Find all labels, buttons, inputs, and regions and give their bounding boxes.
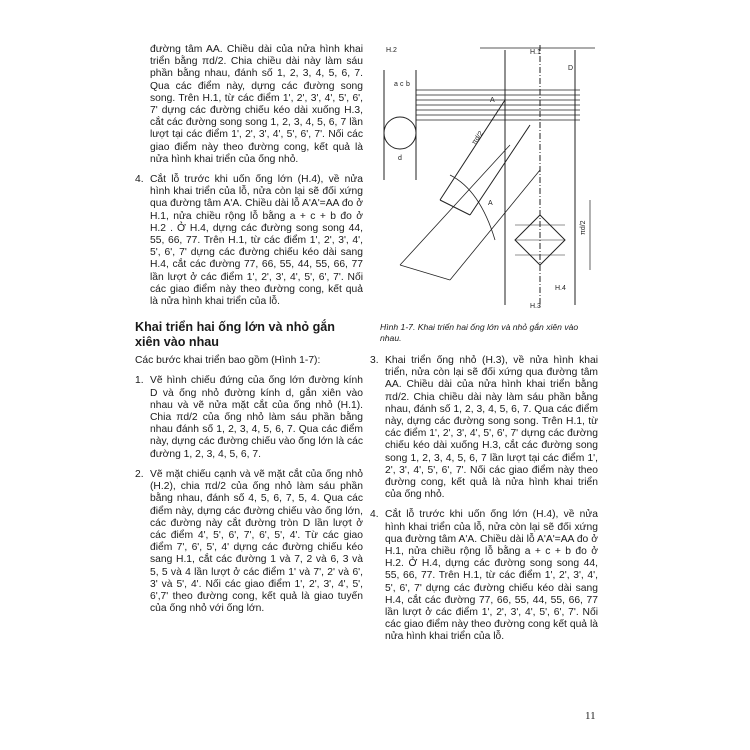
list-item-3 [370,355,598,501]
list-number: 2. [135,468,144,480]
label-h3: H.3 [530,303,541,310]
list-item-4-right [370,509,598,643]
right-column [370,355,598,644]
list-item-text: Cắt lỗ trước khi uốn ống lớn (H.4), về nửa hình khai triển của lỗ, nửa còn lại sẽ đối xứng qua đường tâm A'A. Chiều dài lỗ A'A'=AA đo ở H.1, nửa chiều rộng lỗ bằng a + c + b đo ở H.2 . Ở H.4, dựng các đường song song 44, 55, 66, 77. Trên H.1, từ các điểm 1', 2', 3', 4', 5', 6', 7' dựng các đường chiếu kéo dài sang H.4, cắt các đường 77, 66, 55, 44, 55, 66, 77 lần lượt ở các điểm 1', 2', 3', 4', 5', 6', 7'. Nối các giao điểm này theo đường cong, kết quả là nửa hình khai triển của lỗ. [150,174,363,308]
inclined-pipe [440,100,530,215]
list-item-text: Vẽ mặt chiếu cạnh và vẽ mặt cắt của ống nhỏ (H.2), chia πd/2 của ống nhỏ làm sáu phần bằng nhau, đánh số 4, 5, 6, 7, 5, 4. Qua các điểm này, dựng các đường chiếu vào ống lớn, các đường này cắt đường tròn D lần lượt ở các điểm 4', 5', 6', 7', 6', 5', 4'. Từ các giao điểm 7', 6', 5', 4' dựng các đường chiếu kéo sang H.1, cắt các đường 1 và 7, 2 và 6, 3 và 5, 5 và 4 lần lượt ở các điểm 1' và 7', 2' và 6', 3' và 5', 4'. Nối các giao điểm 1', 2', 3', 4', 5', 6',7' theo đường cong, kết quả là giao tuyến của ống nhỏ với ống lớn. [150,468,363,615]
list-number: 3. [370,355,379,366]
list-item-text: Khai triển ống nhỏ (H.3), về nửa hình khai triển, nửa còn lại sẽ đối xứng qua đường tâm AA. Chiều dài của nửa hình khai triển bằng πd/2. Chia chiều dài này làm sáu phần bằng nhau, đánh số 1, 2, 3, 4, 5, 6, 7. Qua các điểm này, dựng các đường song song. Trên H.1, từ các điểm 1', 2', 3', 4', 5', 6', 7' dựng các đường chiếu kéo dài xuống H.3, cắt các đường song song 1, 2, 3, 4, 5, 6, 7 lần lượt tại các điểm 1', 2', 3', 4', 5', 6', 7'. Nối các giao điểm này theo đường cong, kết quả là nửa hình khai triển của ống nhỏ. [385,355,598,501]
left-column [135,44,363,615]
development-h3 [400,145,540,280]
page-number: 11 [585,710,596,722]
list-item-1 [135,375,363,460]
label-h2: H.2 [386,47,397,54]
list-number: 4. [370,509,379,521]
projection-lines [416,90,580,120]
section-circle [384,117,416,149]
list-item-4 [135,174,363,308]
label-a: a [394,81,398,88]
label-pid2: πd/2 [470,130,485,147]
list-item-text: Cắt lỗ trước khi uốn ống lớn (H.4), về nửa hình khai triển của lỗ, nửa còn lại sẽ đối xứng qua đường tâm A'A. Chiều dài lỗ A'A'=AA đo ở H.1, nửa chiều rộng lỗ bằng a + c + b đo ở H.2. Ở H.4, dựng các đường song song 44, 55, 66, 77. Trên H.1, từ các điểm 1', 2', 3', 4', 5', 6', 7' dựng các đường chiếu kéo dài sang H.4, cắt các đường 77, 66, 55, 44, 55, 66, 77 lần lượt ở các điểm 1', 2', 3', 4', 5', 6', 7'. Nối các giao điểm này theo đường cong kết quả là nửa hình khai triển của lỗ. [385,509,598,643]
figure-caption: Hình 1-7. Khai triển hai ống lớn và nhỏ gắn xiên vào nhau. [380,322,579,343]
label-d: d [398,155,402,162]
list-item-text: Vẽ hình chiếu đứng của ống lớn đường kính D và ống nhỏ đường kính d, gắn xiên vào nhau và vẽ nửa mặt cắt của ống nhỏ (H.1). Chia πd/2 của ống nhỏ làm sáu phần bằng nhau đánh số 1, 2, 3, 4, 5, 6, 7. Qua các điểm này, dựng các đường chiếu vào ống lớn là các đường 1, 2, 3, 4, 5, 6, 7. [150,375,363,460]
label-pid2-vertical: πd/2 [580,220,587,235]
label-D: D [568,65,574,72]
list-item-2 [135,469,363,615]
list-number: 4. [135,174,144,186]
label-c: c [400,81,404,88]
section-heading: Khai triển hai ống lớn và nhỏ gắn xiên vào nhau [135,320,335,350]
list-number: 1. [135,375,144,387]
figure-svg [380,40,602,312]
label-A1: A [490,97,495,104]
technical-drawing [380,40,602,312]
continued-paragraph: đường tâm AA. Chiều dài của nửa hình khai triển bằng πd/2. Chia chiều dài này làm sáu phần bằng nhau, đánh số 1, 2, 3, 4, 5, 6, 7. Qua các điểm này, dựng các đường song song. Trên H.1, từ các điểm 1', 2', 3', 4', 5', 6', 7' dựng các đường chiếu kéo dài xuống H.3, cắt các đường song song 1, 2, 3, 4, 5, 6, 7 lần lượt tại các điểm 1', 2', 3', 4', 5', 6', 7'. Nối các giao điểm này theo đường cong, kết quả là nửa hình khai triển của ống nhỏ. [150,44,363,165]
label-A2: A [488,200,493,207]
intro-text: Các bước khai triển bao gồm (Hình 1-7): [135,355,321,367]
label-h1: H.1 [530,49,541,56]
label-h4: H.4 [555,285,566,292]
label-b: b [406,81,410,88]
